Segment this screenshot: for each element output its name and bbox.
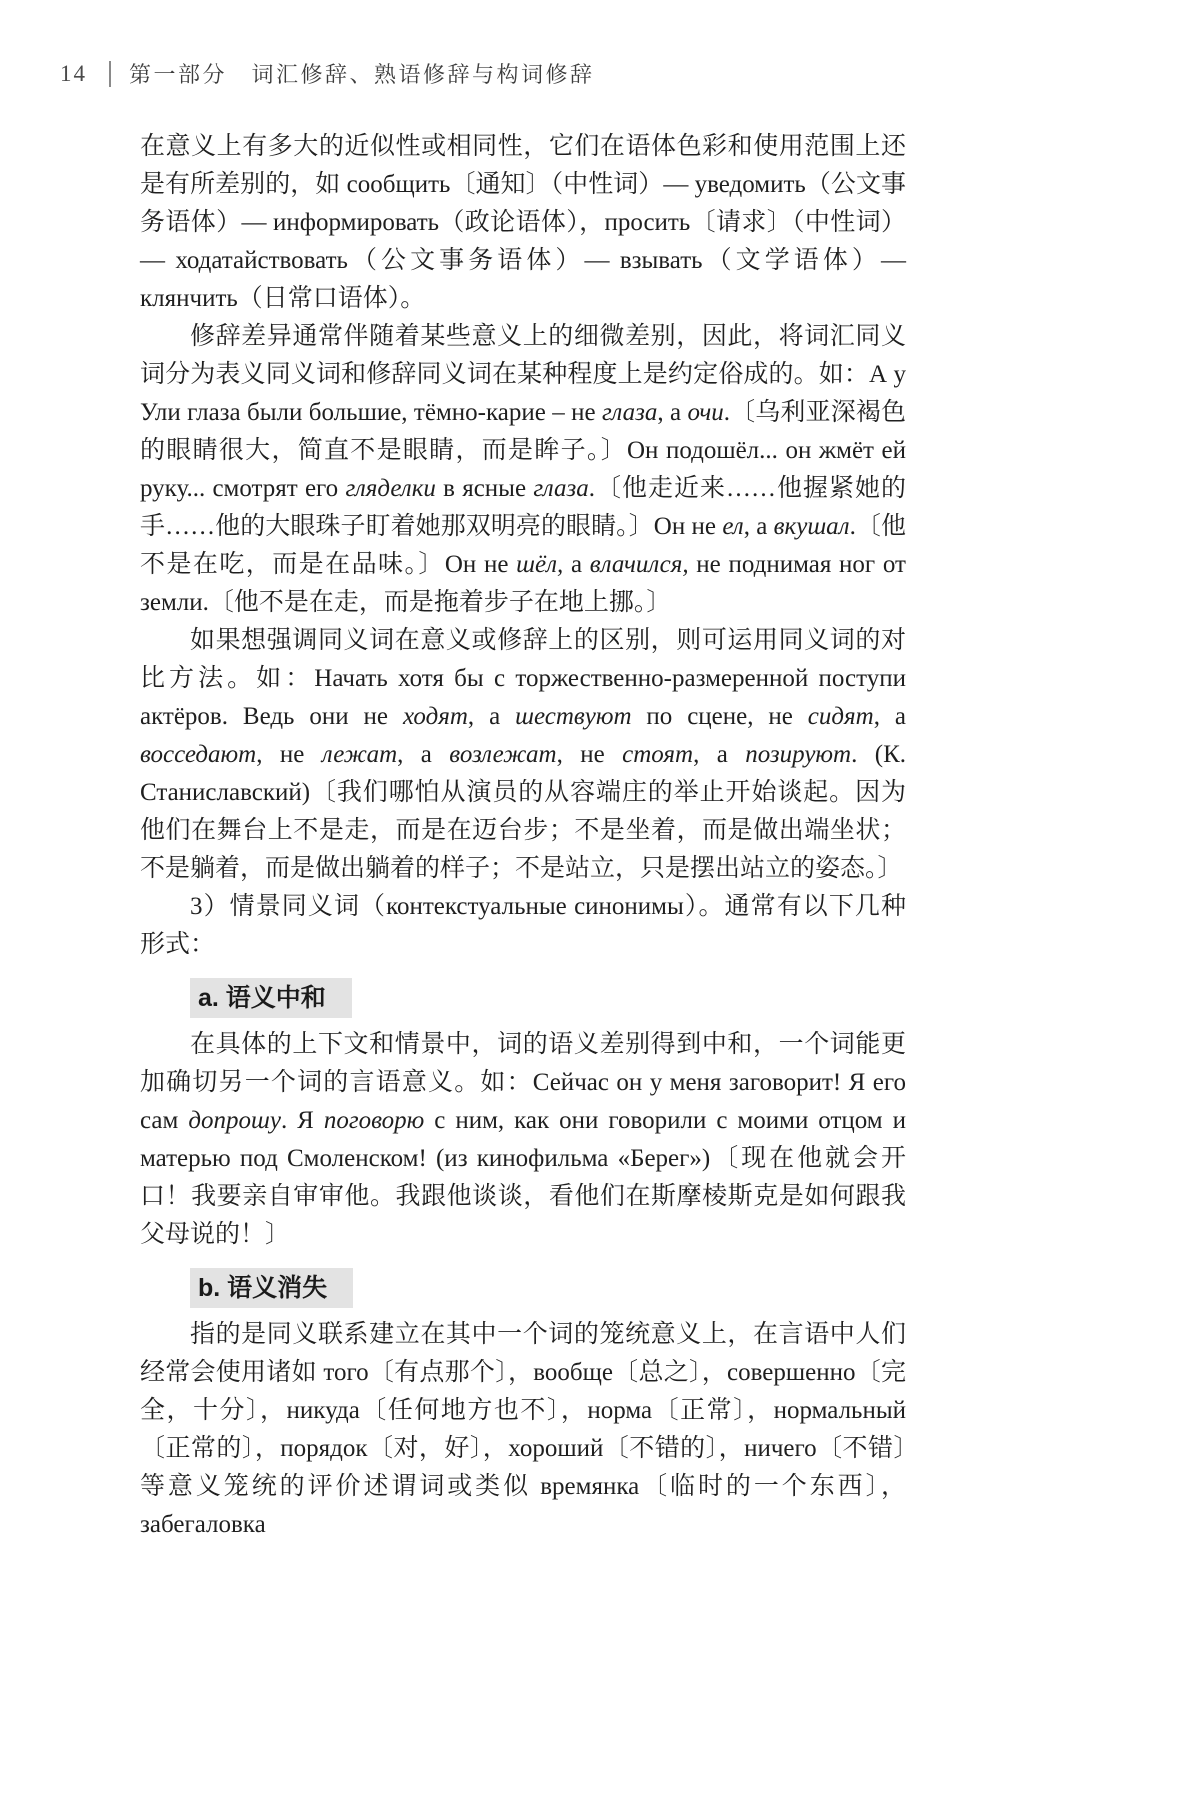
running-header [60, 58, 595, 89]
paragraph [140, 1026, 906, 1254]
paragraph [140, 128, 906, 318]
italic-run: гляделки [345, 475, 436, 502]
italic-run: глаза [601, 399, 658, 426]
italic-run: поговорю [323, 1107, 425, 1134]
text-run: . (К. Станиславский)〔我们哪怕从演员的从容端庄的举止开始谈起。因为他们在舞台上不是走，而是在迈台步；不是坐着，而是做出端坐状；不是躺着，而是做出躺着的样子；不是站立，只是摆出站立的姿态。〕 [140, 741, 906, 882]
section-heading [190, 1268, 906, 1308]
italic-run: очи [687, 399, 724, 426]
text-run: а [563, 551, 590, 578]
text-run: .〔乌利亚深褐色的眼睛很大，简直不是眼睛，而是眸子。〕Он подошёл... он жмёт ей руку... смотрят его [140, 399, 906, 502]
paragraph [140, 1316, 906, 1544]
text-run: не поднимая ног от земли.〔他不是在走，而是拖着步子在地上挪。〕 [140, 551, 906, 616]
text-run: 修辞差异通常伴随着某些意义上的细微差别，因此，将词汇同义词分为表义同义词和修辞同义词在某种程度上是约定俗成的。如：А у Ули глаза были большие, тёмно-карие – не [140, 323, 906, 426]
text-run: , а [467, 703, 516, 730]
italic-run: влачился, [589, 551, 689, 578]
text-run: , не [256, 741, 322, 768]
italic-run: ел [722, 513, 744, 540]
paragraph [140, 622, 906, 888]
section-heading [190, 978, 906, 1018]
text-run: , а [693, 741, 746, 768]
italic-run: шествуют [515, 703, 632, 730]
text-run: в ясные [435, 475, 534, 502]
page-number: 14 [60, 60, 87, 86]
section-heading-label: b. 语义消失 [190, 1268, 353, 1308]
text-run: , а [397, 741, 450, 768]
text-run: . Я [280, 1107, 324, 1134]
text-run: 3）情景同义词（контекстуальные синонимы）。通常有以下几种形式： [140, 893, 906, 958]
chapter-title: 第一部分 词汇修辞、熟语修辞与构词修辞 [129, 62, 595, 87]
text-run: , а [743, 513, 774, 540]
italic-run: вкушал [773, 513, 850, 540]
italic-run: лежат [321, 741, 398, 768]
text-run: с ним, как они говорили с моими отцом и матерью под Смоленском! (из кинофильма «Берег»)〔现在他就会开口！我要亲自审审他。我跟他谈谈，看他们在斯摩棱斯克是如何跟我父母说的！〕 [140, 1107, 906, 1248]
italic-run: стоят [622, 741, 694, 768]
text-run: , не [556, 741, 623, 768]
italic-run: возлежат [449, 741, 557, 768]
italic-run: восседают [140, 741, 257, 768]
page-body [140, 128, 906, 1544]
italic-run: шёл, [516, 551, 564, 578]
header-divider-rule [109, 61, 111, 87]
text-run: 在具体的上下文和情景中，词的语义差别得到中和，一个词能更加确切另一个词的言语意义。如：Сейчас он у меня заговорит! Я его сам [140, 1031, 906, 1134]
text-run: , а [873, 703, 906, 730]
paragraph [140, 888, 906, 964]
text-run: .〔他不是在吃，而是在品味。〕Он не [140, 513, 906, 578]
text-run: , а [657, 399, 688, 426]
text-run: по сцене, не [631, 703, 808, 730]
italic-run: допрошу [188, 1107, 281, 1134]
italic-run: глаза [533, 475, 589, 502]
text-run: 如果想强调同义词在意义或修辞上的区别，则可运用同义词的对比方法。如：Начать хотя бы с торжественно-размеренной поступи актёров. Ведь они не [140, 627, 906, 730]
text-run: 指的是同义联系建立在其中一个词的笼统意义上，在言语中人们经常会使用诸如 того〔有点那个〕，вообще〔总之〕，совершенно〔完全，十分〕，никуда〔任何地方也不〕，норма〔正常〕，нормальный〔正常的〕，порядок〔对，好〕，хороший〔不错的〕，ничего〔不错〕等意义笼统的评价述谓词或类似 времянка〔临时的一个东西〕，забегаловка [140, 1321, 906, 1538]
paragraph [140, 318, 906, 622]
italic-run: позируют [745, 741, 852, 768]
text-run: 在意义上有多大的近似性或相同性，它们在语体色彩和使用范围上还是有所差别的，如 сообщить〔通知〕（中性词）— уведомить（公文事务语体）— информировать（政论语体），просить〔请求〕（中性词）— ходатайствовать（公文事务语体）— взывать（文学语体）— клянчить（日常口语体）。 [140, 133, 906, 312]
section-heading-label: a. 语义中和 [190, 978, 352, 1018]
italic-run: сидят [807, 703, 874, 730]
italic-run: ходят [402, 703, 468, 730]
text-run: .〔他走近来……他握紧她的手……他的大眼珠子盯着她那双明亮的眼睛。〕Он не [140, 475, 906, 540]
